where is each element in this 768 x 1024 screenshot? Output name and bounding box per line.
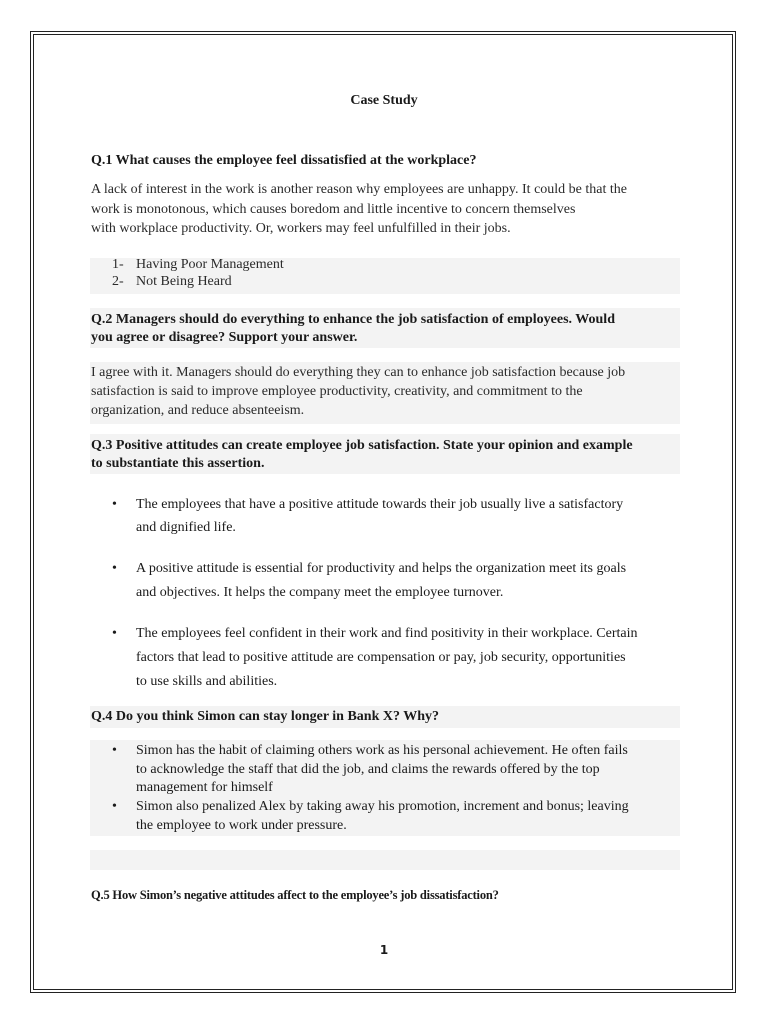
bullet-icon: • — [112, 497, 117, 512]
q2-answer-line: I agree with it. Managers should do everything they can to enhance job satisfaction because job — [91, 365, 626, 380]
q2-question-line: you agree or disagree? Support your answer. — [91, 330, 358, 345]
q4-bullet-line: management for himself — [136, 780, 273, 795]
shade-band — [90, 850, 680, 870]
page-number: 1 — [379, 943, 389, 957]
q3-bullet-line: The employees feel confident in their work and find positivity in their workplace. Certain — [136, 626, 638, 641]
q3-bullet-line: and dignified life. — [136, 520, 236, 535]
q4-bullet-line: Simon has the habit of claiming others work as his personal achievement. He often fails — [136, 743, 628, 758]
q1-answer-line: work is monotonous, which causes boredom and little incentive to concern themselves — [91, 201, 576, 217]
q2-question-line: Q.2 Managers should do everything to enhance the job satisfaction of employees. Would — [91, 312, 615, 327]
q1-list-marker: 1- — [112, 257, 124, 272]
q1-answer-line: A lack of interest in the work is another reason why employees are unhappy. It could be that the — [91, 182, 627, 197]
q4-bullet-line: to acknowledge the staff that did the job, and claims the rewards offered by the top — [136, 761, 600, 777]
q3-bullet-line: The employees that have a positive attitude towards their job usually live a satisfactory — [136, 497, 624, 512]
q3-bullet-line: and objectives. It helps the company meet the employee turnover. — [136, 585, 504, 600]
q4-bullet-line: Simon also penalized Alex by taking away his promotion, increment and bonus; leaving — [136, 799, 629, 814]
q4-question: Q.4 Do you think Simon can stay longer in Bank X? Why? — [91, 709, 440, 724]
bullet-icon: • — [112, 743, 117, 758]
q3-question-line: to substantiate this assertion. — [91, 456, 265, 471]
q3-bullet-line: A positive attitude is essential for productivity and helps the organization meet its goals — [136, 561, 627, 576]
q3-bullet-line: to use skills and abilities. — [136, 674, 278, 689]
q5-question: Q.5 How Simon’s negative attitudes affect to the employee’s job dissatisfaction? — [91, 888, 499, 902]
q1-question: Q.1 What causes the employee feel dissatisfied at the workplace? — [91, 153, 477, 168]
bullet-icon: • — [112, 561, 117, 576]
q2-answer-line: satisfaction is said to improve employee productivity, creativity, and commitment to the — [91, 384, 583, 399]
q1-answer-line: with workplace productivity. Or, workers may feel unfulfilled in their jobs. — [91, 221, 511, 236]
q3-question-line: Q.3 Positive attitudes can create employee job satisfaction. State your opinion and example — [91, 438, 633, 453]
bullet-icon: • — [112, 626, 117, 641]
q1-list-item: Not Being Heard — [136, 274, 232, 289]
bullet-icon: • — [112, 799, 117, 814]
q4-bullet-line: the employee to work under pressure. — [136, 817, 347, 833]
q2-answer-line: organization, and reduce absenteeism. — [91, 403, 305, 418]
q1-list-item: Having Poor Management — [136, 257, 284, 272]
page-title: Case Study — [350, 93, 418, 108]
q3-bullet-line: factors that lead to positive attitude are compensation or pay, job security, opportunities — [136, 650, 626, 665]
q1-list-marker: 2- — [112, 274, 124, 289]
